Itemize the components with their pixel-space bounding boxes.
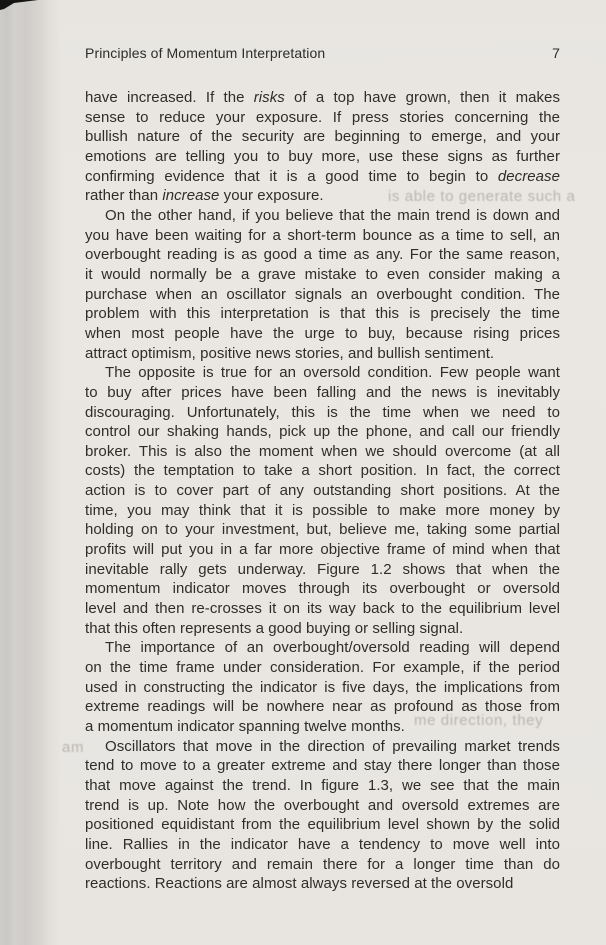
text-line: you have been waiting for a short-term bounce as a time to sell, an — [85, 226, 560, 244]
text-line: positioned equidistant from the equilibrium level shown by the solid — [85, 816, 560, 834]
text-line: that this often represents a good buying or selling signal. — [85, 619, 464, 637]
text-line: emotions are telling you to buy more, use these signs as further — [85, 147, 560, 165]
text-line: bullish nature of the security are beginning to emerge, and your — [85, 128, 560, 146]
text-line: time, you may think that it is possible to make more money by — [85, 501, 560, 519]
text-line: a momentum indicator spanning twelve months. — [85, 718, 405, 735]
text-line: line. Rallies in the indicator have a tendency to move well into — [85, 835, 560, 853]
text-line: costs) the temptation to take a short position. In fact, the correct — [85, 462, 560, 480]
text-line: broker. This is also the moment when we should overcome (at all — [85, 442, 560, 460]
text-line: extreme readings will be nowhere near as profound as those from — [85, 698, 560, 716]
chapter-title: Principles of Momentum Interpretation — [85, 45, 326, 61]
paragraph — [85, 363, 560, 638]
page-gutter-shadow — [0, 0, 62, 945]
ghost-bleedthrough-text: is able to generate such a — [388, 188, 576, 205]
text-line: rather than increase your exposure. — [85, 187, 324, 205]
text-line: it would normally be a grave mistake to even consider making a — [85, 265, 560, 283]
text-line: reactions. Reactions are almost always reversed at the oversold — [85, 875, 514, 893]
text-line: holding on to your investment, but, believe me, taking some partial — [85, 521, 560, 539]
text-line: momentum indicator moves through its overbought or oversold — [85, 580, 560, 598]
text-line: to buy after prices have been falling and the news is inevitably — [85, 383, 560, 401]
ghost-bleedthrough-text: am — [62, 739, 85, 756]
text-line: control our shaking hands, pick up the phone, and call our friendly — [85, 423, 560, 441]
text-line: on the time frame under consideration. For example, if the period — [85, 659, 560, 677]
text-line: problem with this interpretation is that this is precisely the time — [85, 305, 560, 323]
text-line: purchase when an oscillator signals an overbought condition. The — [85, 285, 560, 303]
text-line: when most people have the urge to buy, because rising prices — [85, 324, 560, 342]
page-body — [85, 88, 560, 894]
page-content — [85, 46, 560, 894]
text-line: profits will put you in a far more objective frame of mind when that — [85, 541, 560, 559]
text-line: overbought reading is as good a time as any. For the same reason, — [85, 246, 560, 264]
text-line: On the other hand, if you believe that the main trend is down and — [105, 206, 560, 224]
text-line: attract optimism, positive news stories, and bullish sentiment. — [85, 344, 495, 362]
text-line: confirming evidence that it is a good time to begin to decrease — [85, 167, 560, 185]
text-line: action is to cover part of any outstanding short positions. At the — [85, 482, 560, 500]
text-line: have increased. If the risks of a top have grown, then it makes — [85, 89, 560, 106]
text-line: overbought territory and remain there for a longer time than do — [85, 855, 560, 873]
ghost-bleedthrough-text: me direction, they — [414, 712, 544, 729]
text-line: tend to move to a greater extreme and stay there longer than those — [85, 757, 560, 775]
text-line: Oscillators that move in the direction of prevailing market trends — [105, 737, 560, 755]
text-line: trend is up. Note how the overbought and oversold extremes are — [85, 796, 560, 814]
text-line: level and then re-crosses it on its way back to the equilibrium level — [85, 600, 560, 618]
paragraph — [85, 737, 560, 894]
page-number: 7 — [552, 45, 560, 61]
text-line: discouraging. Unfortunately, this is the time when we need to — [85, 403, 560, 421]
paragraph — [85, 206, 560, 363]
text-line: The opposite is true for an oversold condition. Few people want — [105, 364, 560, 382]
text-line: The importance of an overbought/oversold reading will depend — [105, 639, 560, 657]
text-line: inevitable rally gets underway. Figure 1.2 shows that when the — [85, 560, 560, 578]
text-line: sense to reduce your exposure. If press stories concerning the — [85, 108, 560, 126]
text-line: that move against the trend. In figure 1.3, we see that the main — [85, 776, 560, 794]
running-header — [85, 46, 560, 61]
text-line: used in constructing the indicator is five days, the implications from — [85, 678, 560, 696]
